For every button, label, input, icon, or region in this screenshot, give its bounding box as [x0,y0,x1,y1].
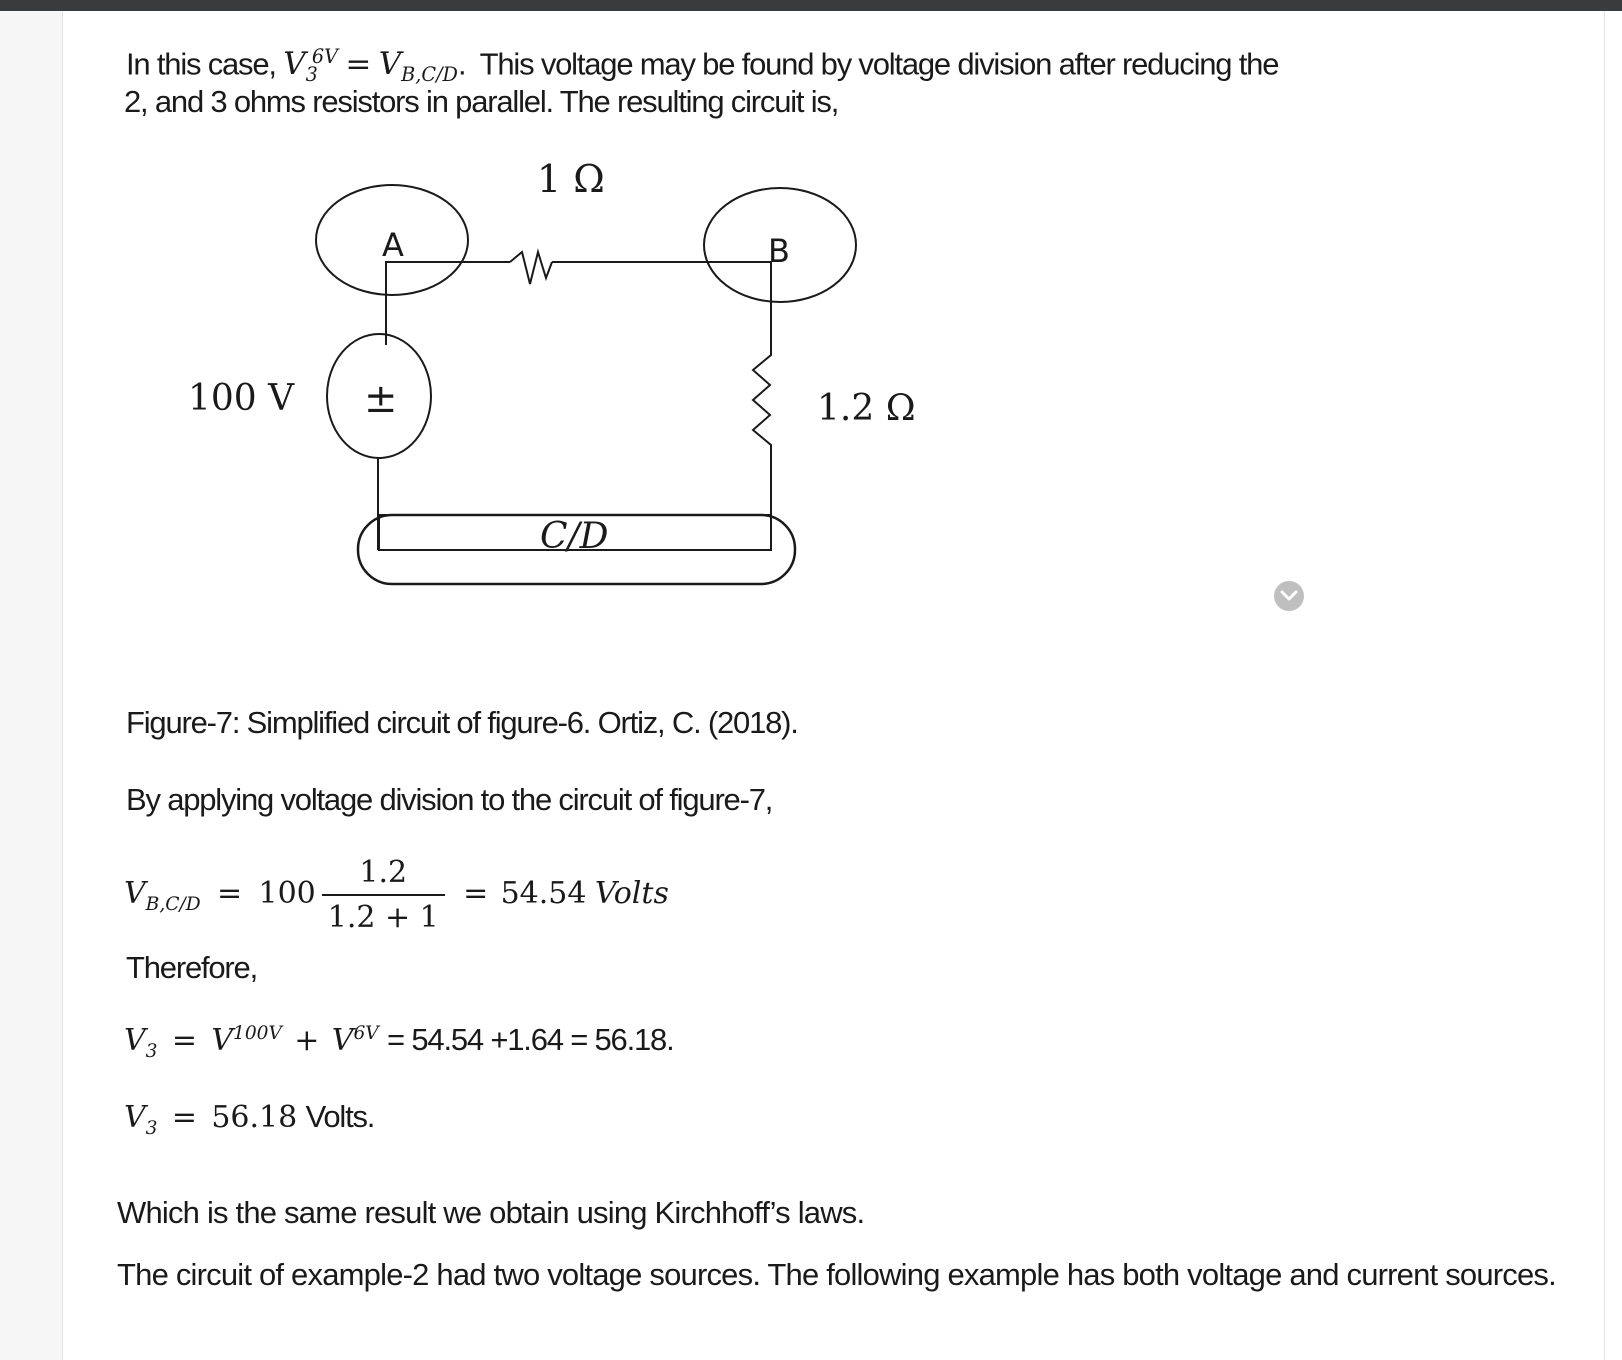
eq2-lhs: $V_3$ [124,1023,158,1062]
applying-text: By applying voltage division to the circuit of figure-7, [126,782,773,817]
eq1-fraction [322,855,445,935]
left-margin-panel [0,11,63,1360]
resistor-1-ohm [510,252,552,284]
equation-superposition-sum: $V_3 = V^{100V} + V^{6V} = 54.54 +1.64 = 56.18$. [124,1022,674,1062]
footer-line-1: Which is the same result we obtain using Kirchhoff’s laws. [117,1195,865,1230]
eq1-denominator: 1.2 + 1 [327,900,439,935]
resistor-right-label: 1.2 Ω [817,388,916,429]
eq1-numerator: 1.2 [322,855,445,896]
eq1-unit: Volts [594,875,669,911]
chevron-down-icon [1280,590,1298,602]
node-cd-label: C/D [540,516,609,557]
eq3-value: 56.18 [211,1100,298,1135]
eq2-rest: = 54.54 +1.64 = 56.18. [387,1022,674,1057]
eq2-term-100v: $V^{100V}$ [211,1023,282,1058]
intro-text: This voltage may be found by voltage division after reducing the [479,46,1279,82]
node-b-ellipse [704,188,856,302]
equation-final-result: $V_3 = 56.18$ Volts. [124,1099,375,1139]
node-cd-bar [379,515,771,550]
intro-line-1: In this case, $V_3^{6V} = V_{B,C/D}$. This voltage may be found by voltage division after reducing the [126,45,1279,87]
intro-prefix: In this case, [126,46,276,82]
top-bar [0,0,1622,11]
eq3-lhs: $V_3$ [124,1100,158,1139]
figure-caption: Figure-7: Simplified circuit of figure-6. Ortiz, C. (2018). [126,705,798,740]
node-cd-outline [358,515,795,584]
intro-line-2: 2, and 3 ohms resistors in parallel. The resulting circuit is, [124,84,839,119]
therefore-text: Therefore, [126,950,258,985]
resistor-1-2-ohm [753,345,771,462]
footer-line-2: The circuit of example-2 had two voltage sources. The following example has both voltage and current sources. [117,1257,1556,1292]
node-a-ellipse [316,185,468,295]
v3-6v-symbol: $V_3^{6V}$ [283,45,338,87]
equation-voltage-division: $V_{B,C/D} = 100$ $\frac{1.2}{1.2 + 1}$ = 54.54 Volts [124,855,669,935]
eq1-result: 54.54 [500,875,587,911]
eq2-term-6v: $V^{6V}$ [331,1023,379,1058]
eq3-unit: Volts. [305,1099,375,1134]
equals-sign: = [345,46,372,83]
node-a-label: A [382,226,404,264]
vbcd-symbol: $V_{B,C/D}$ [378,46,458,87]
collapse-toggle-button[interactable] [1274,581,1304,611]
wire-resistor-to-b [552,262,771,345]
eq1-coefficient: 100 [258,875,316,911]
wire-a-to-resistor [386,262,510,345]
right-scroll-track[interactable] [1604,11,1622,1360]
voltage-source-circle [327,334,431,458]
eq1-lhs: $V_{B,C/D}$ [124,875,201,915]
node-b-label: B [768,232,790,270]
source-label: 100 V [188,378,295,419]
resistor-top-label: 1 Ω [537,157,605,201]
source-plus-minus-symbol: ± [364,376,398,422]
